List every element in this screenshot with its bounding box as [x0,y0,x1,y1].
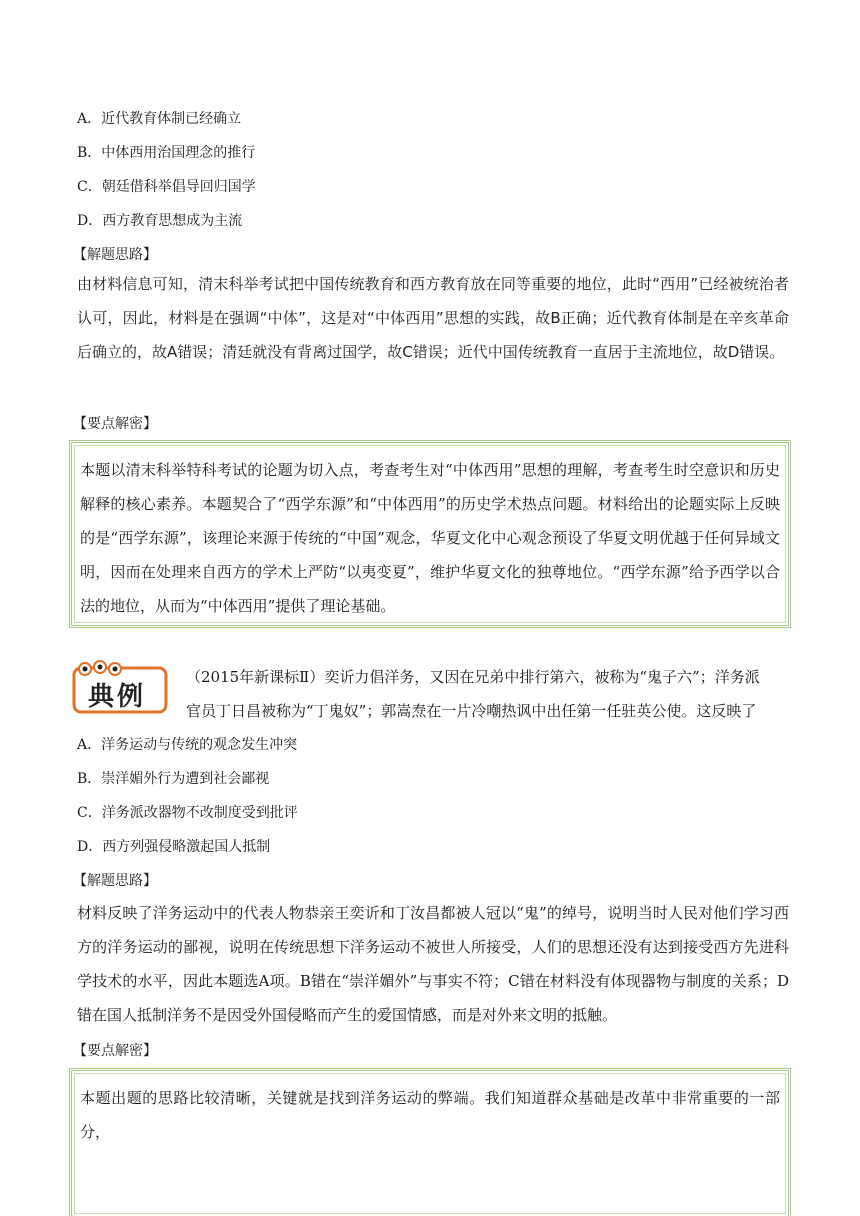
keypoint-text: 本题以清末科举特科考试的论题为切入点，考查考生对“中体西用”思想的理解，考查考生时空意识和历史解释的核心素养。本题契合了“西学东源”和“中体西用”的历史学术热点问题。材料给出的论题实际上反映的是“西学东源”，该理论来源于传统的“中国”观念，华夏文化中心观念预设了华夏文明优越于任何异域文明，因而在处理来自西方的学术上严防“以夷变夏”，维护华夏文化的独尊地位。“西学东源”给予西学以合法的地位，从而为“中体西用”提供了理论基础。 [80,461,780,615]
option-a: A．近代教育体制已经确立 [77,111,242,127]
example-badge [72,658,168,714]
example-keypoint-box [69,1068,791,1216]
analysis-text: 由材料信息可知，清末科举考试把中国传统教育和西方教育放在同等重要的地位，此时“西用”已经被统治者认可，因此，材料是在强调“中体”，这是对“中体西用”思想的实践，故B正确；近代教育体制是在辛亥革命后确立的，故A错误；清廷就没有背离过国学，故C错误；近代中国传统教育一直居于主流地位，故D错误。 [77,275,790,361]
option-d: D．西方教育思想成为主流 [77,213,243,229]
analysis-heading: 【解题思路】 [73,247,157,263]
example-badge-label: 典例 [88,682,147,712]
example-option-d: D．西方列强侵略激起国人抵制 [77,839,271,855]
option-c: C．朝廷借科举倡导回归国学 [77,179,256,195]
example-keypoint-heading: 【要点解密】 [73,1043,157,1059]
example-option-c: C．洋务派改器物不改制度受到批评 [77,805,298,821]
example-keypoint-text: 本题出题的思路比较清晰，关键就是找到洋务运动的弊端。我们知道群众基础是改革中非常重要的一部分， [80,1089,780,1141]
example-option-a: A．洋务运动与传统的观念发生冲突 [77,737,298,753]
example-stem-line2: 官员丁日昌被称为“丁鬼奴”；郭嵩焘在一片冷嘲热讽中出任第一任驻英公使。这反映了 [186,702,757,720]
example-analysis-text: 材料反映了洋务运动中的代表人物恭亲王奕䜣和丁汝昌都被人冠以“鬼”的绰号，说明当时人民对他们学习西方的洋务运动的鄙视，说明在传统思想下洋务运动不被世人所接受，人们的思想还没有达到接受西方先进科学技术的水平，因此本题选A项。B错在“崇洋媚外”与事实不符；C错在材料没有体现器物与制度的关系；D错在国人抵制洋务不是因受外国侵略而产生的爱国情感，而是对外来文明的抵触。 [77,904,789,1024]
keypoint-box [69,440,791,628]
option-b: B．中体西用治国理念的推行 [77,145,256,161]
example-stem-line1: （2015年新课标Ⅱ）奕䜣力倡洋务，又因在兄弟中排行第六，被称为“鬼子六”；洋务派 [186,668,760,686]
keypoint-heading: 【要点解密】 [73,416,157,432]
example-option-b: B．崇洋媚外行为遭到社会鄙视 [77,771,270,787]
example-analysis-heading: 【解题思路】 [73,873,157,889]
